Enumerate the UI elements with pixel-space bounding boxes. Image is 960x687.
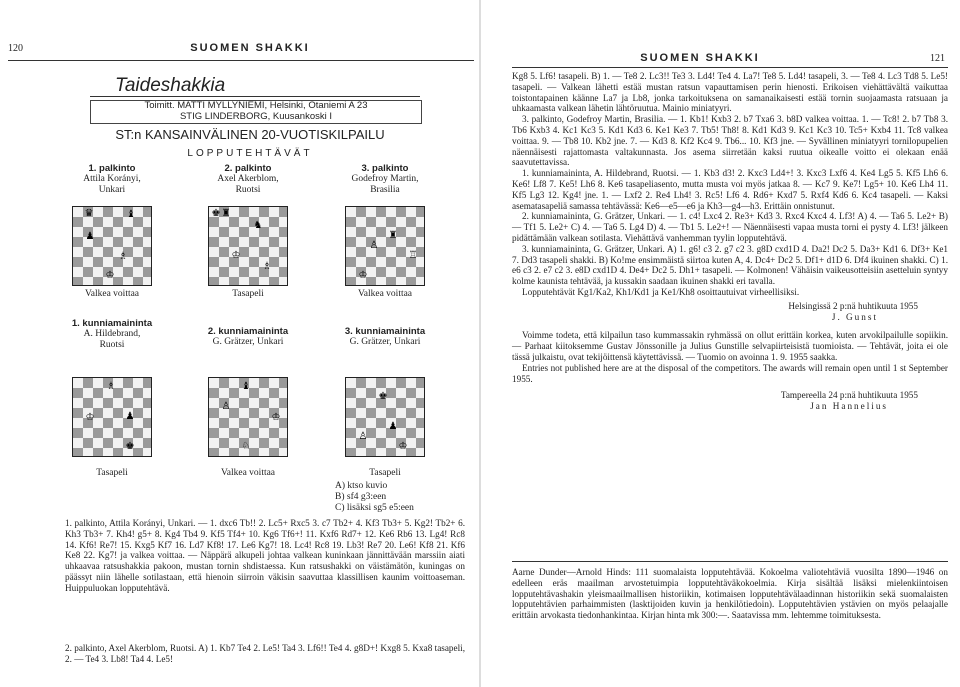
paragraph: 1. kunniamaininta, A. Hildebrand, Ruotsi. — 1. Kb3 d3! 2. Kxc3 Ld4+! 3. Kxc3 Lxf6 4. Ke4 Lg5 5. Kf5 Lh6 6. Ke6! Lf8 7. Ke5! Lh6 8. Ke6 tasapeliasento, mutta musta voi myös jatkaa 8. — Kc7 9. Ke7! Lg5+ 10. Ke6 Lh4 11. Kf5 Lg3 12. Kg4! jne. 1. — Lxf2 2. Re4 Lh4! 3. Rc5! Lf6 4. Rd6+ Kxd7 5. Rxf4 Kd6 6. Kc4 tasapeli. — Kaksi asematasapeliä samassa tehtävässä: Ke6—e5—e6 ja Kh3—g4—h3. Erittäin onnistunut. [512, 168, 948, 211]
black-bishop-icon: ♝ [241, 381, 251, 392]
solution-caption: Tasapeli [96, 468, 128, 478]
prize-heading-1 [52, 163, 172, 196]
chess-diagram [208, 206, 288, 286]
white-king-icon: ♔ [85, 412, 95, 423]
right-column-text [512, 71, 948, 412]
signature-name: Jan Hannelius [810, 401, 888, 412]
white-king-icon: ♔ [398, 441, 408, 452]
prize-heading-3 [325, 163, 445, 196]
white-rook-icon: ♖ [408, 250, 418, 261]
solution-caption: Tasapeli [369, 468, 401, 478]
black-queen-icon: ♛ [84, 208, 94, 219]
chess-diagram [72, 377, 152, 457]
page-gutter [479, 0, 481, 687]
solution-text-1: 1. palkinto, Attila Korányi, Unkari. — 1. dxc6 Tb!! 2. Lc5+ Rxc5 3. c7 Tb2+ 4. Kf3 Tb3+ 5. Kg2! Tb2+ 6. Kh3 Tb3+ 7. Kh4! g5+ 8. Kg4 Tb4 9. Kf5 Tf4+ 10. Kg6 Tf6+! 11. Kxf6 Rd7+ 12. Ke6 Rb6 13. Lg4! Rc8 14. Kf6! Re7! 15. Kxg5 Kf7 16. Ld7 Kf8! 17. Le6 Kg7! 18. Lc4! Rc8 19. Lb3! Re7 20. Le6! Kf8 21. Kf6 Ke8 22. Kg7! ja valkea voittaa. — Näppärä alkupeli johtaa valkean kuninkaan jännittävään marssiin aiati uhkaavaa ratsushakkia pakoon, mustan tornin shdistaessa. Kun ratsushakki on väistämätön, kuningas on päässyt niin lähelle sotilastaan, että hienoin siirroin väkisin saavuttaa klassillisen kaunim voittoaseman. Huippuluokan lopputehtävä. [65, 518, 465, 593]
editors-line-1: Toimitt. MATTI MYLLYNIEMI, Helsinki, Otaniemi A 23 [144, 100, 368, 111]
solution-text-2: 2. palkinto, Axel Akerblom, Ruotsi. A) 1. Kb7 Te4 2. Le5! Ta4 3. Lf6!! Te4 4. g8D+! Kxg8 5. Kxa8 tasapeli, 2. — Te4 3. Lb8! Ta4 4. Le5! [65, 643, 465, 664]
prize-label: 3. kunniamaininta [344, 326, 426, 337]
black-pawn-icon: ♟ [85, 231, 95, 242]
prize-label: 1. kunniamaininta [71, 318, 153, 329]
solution-caption: Valkea voittaa [357, 289, 413, 299]
white-bishop-icon: ♗ [118, 251, 128, 262]
prize-label: 2. kunniamaininta [207, 326, 289, 337]
editors-box [90, 100, 422, 124]
black-knight-icon: ♞ [253, 220, 263, 231]
black-pawn-icon: ♟ [388, 421, 398, 432]
white-king-icon: ♔ [105, 270, 115, 281]
prize-heading-4 [52, 318, 172, 351]
author: Attila Korányi, [83, 174, 141, 184]
chess-diagram [208, 377, 288, 457]
section-rule [512, 561, 948, 562]
prize-heading-5 [188, 326, 308, 348]
prize-label: 3. palkinto [361, 163, 409, 174]
country: Ruotsi [235, 185, 261, 195]
black-rook-icon: ♜ [221, 208, 231, 219]
paragraph: Voimme todeta, että kilpailun taso kummassakin ryhmässä on ollut erittäin korkea, kuten arvokilpailulle sopiikin. — Parhaat kiitoksemme Gustav Jönssonille ja Julius Gunstille selvapiirteisistä tuomioista. — Tehtävät, joita ei ole tässä julkaistu, ovat tekijöittensä käytettävissä. — Tuomio on avoinna 1. 9. 1955 saakka. [512, 330, 948, 362]
solution-caption: Valkea voittaa [220, 468, 276, 478]
paragraph: 3. palkinto, Godefroy Martin, Brasilia. — 1. Kb1! Kxb3 2. b7 Txa6 3. b8D valkea voittaa. 1. — Tc8! 2. b7 Tb8 3. Tb6 Kxb3 4. Kc1 Kc3 5. Kd1 Kd3 6. Ke1 Ke3 7. Tb5! Th8! 8. Kd1 Kd3 9. Kc1 Kc3 10. Tc5+ Kxb4 11. Tc8 valkea voittaa. 9. — Tb8 10. Kb2 jne. 7. — Kd3 8. Kf2 Kc4 9. Tb6... 10. Kf3 jne. — Syvällinen miniatyyri tornilopupelien näennäisesti rajattomasta valtakunnasta. Jos asema siirretään kaksi ruutua oikealle voitto ei olekaan enää saavutettavissa. [512, 114, 948, 168]
head-rule-right [512, 67, 948, 68]
prize-label: 2. palkinto [224, 163, 272, 174]
prize-heading-6 [325, 326, 445, 348]
variant-notes [335, 481, 475, 514]
signature-name: J. Gunst [831, 311, 878, 322]
white-pawn-icon: ♙ [221, 401, 231, 412]
author: G. Grätzer, Unkari [212, 337, 284, 347]
black-rook-icon: ♜ [388, 230, 398, 241]
country: Brasilia [370, 185, 400, 195]
contest-title: ST:n KANSAINVÄLINEN 20-VUOTISKILPAILU [115, 127, 385, 142]
white-pawn-icon: ♙ [358, 431, 368, 442]
country: Unkari [98, 185, 126, 195]
country: Ruotsi [99, 340, 125, 350]
chess-diagram [345, 206, 425, 286]
running-head-left: SUOMEN SHAKKI [190, 42, 310, 54]
running-head-right: SUOMEN SHAKKI [640, 52, 760, 64]
book-notice: Aarne Dunder—Arnold Hinds: 111 suomalaista lopputehtävää. Kokoelma valiotehtäviä vuosilta 1890—1946 on edelleen eräs maailman arvostetuimpia lopputehtäväkokoelmia. Kirja sisältää lisäksi mielenkiintoisen lopputehtävashakin yleismaailmallisen historiikin, kotimaisen lopputehtävälaadinnan historiikin sekä suomalaisten lopputehtävien parhaimmisten (lasktijoiden kuvin ja henkilötiedoin). Lopputehtävien ystävien on myös pelaajalle erittäin arvokasta tiedonhankintaa. Kirjan hinta mk 300:—. Saatavissa mm. lehtemme toimituksesta. [512, 567, 948, 621]
paragraph: 3. kunniamaininta, G. Grätzer, Unkari. A) 1. g6! c3 2. g7 c2 3. g8D cxd1D 4. Da2! Dc2 5. Da3+ Kd1 6. Df3+ Ke1 7. Dd3 tasapeli shakki. B) Ko!me ensimmäistä siirtoa kuten A, 4. Dc4+ Dc2 5. Df1+ d1D 6. Df4 ikuinen shakki. C) 1. e6 c3 2. e7 c2 3. e8D cxd1D 4. De4+ Dc2 5. Dh1+ tasapeli. — Kolmonen! Vähäisin vaikeusotteisiin asetteluin syntyy kolme kaunista tehtävää, ja kussakin saadaan ikuinen shakki eri tavalla. [512, 243, 948, 287]
signature-date: Tampereella 24 p:nä huhtikuuta 1955 [780, 390, 918, 401]
solution-caption: Valkea voittaa [84, 289, 140, 299]
black-king-icon: ♚ [125, 441, 135, 452]
note-a: A) ktso kuvio [335, 481, 388, 491]
white-pawn-icon: ♙ [369, 240, 379, 251]
white-king-icon: ♔ [358, 270, 368, 281]
chess-diagram [72, 206, 152, 286]
black-king-icon: ♚ [378, 391, 388, 402]
author: Axel Akerblom, [217, 174, 279, 184]
contest-subtitle: LOPPUTEHTÄVÄT [187, 148, 313, 159]
prize-heading-2 [188, 163, 308, 196]
page-number-left: 120 [8, 43, 23, 54]
signature-date: Helsingissä 2 p:nä huhtikuuta 1955 [788, 300, 918, 311]
paragraph: Entries not published here are at the disposal of the competitors. The awards will remain open until 1 st September 1955. [512, 362, 948, 384]
paragraph: 2. kunniamaininta, G. Grätzer, Unkari. — 1. c4! Lxc4 2. Re3+ Kd3 3. Rxc4 Kxc4 4. Lf3! A) 4. — Ta6 5. Le2+ B) — Tf1 5. Le2+ C) 4. — Ta6 5. Lg4 D) 4. — Tb1 5. Le2+! — Näennäisesti vapaa musta torni ei pysty 4. Lf3! jälkeen pidättämään valkean sotilasta. Viehättävä vanhemman tyylin lopputehtävä. [512, 211, 948, 243]
white-king-icon: ♔ [271, 412, 281, 423]
black-bishop-icon: ♝ [126, 209, 136, 220]
author: Godefroy Martin, [351, 174, 419, 184]
chess-diagram [345, 377, 425, 457]
section-title: Taideshakkia [115, 75, 226, 96]
white-knight-icon: ♘ [241, 441, 251, 452]
black-pawn-icon: ♟ [125, 411, 135, 422]
editors-line-2: STIG LINDERBORG, Kuusankoski I [179, 110, 333, 122]
title-rule [90, 96, 420, 97]
paragraph: Lopputehtävät Kg1/Ka2, Kh1/Kd1 ja Ke1/Kh8 osoittautuivat virheellisiksi. [522, 286, 800, 297]
note-c: C) lisäksi sg5 e5:een [335, 503, 414, 513]
author: G. Grätzer, Unkari [349, 337, 421, 347]
solution-caption: Tasapeli [232, 289, 264, 299]
page-number-right: 121 [930, 53, 945, 64]
head-rule [8, 60, 474, 61]
prize-label: 1. palkinto [88, 163, 136, 174]
author: A. Hildebrand, [83, 329, 141, 339]
white-bishop-icon: ♗ [262, 261, 272, 272]
white-bishop-icon: ♗ [106, 381, 116, 392]
paragraph: Kg8 5. Lf6! tasapeli. B) 1. — Te8 2. Lc3!! Te3 3. Ld4! Te4 4. La7! Te8 5. Ld4! tasapeli, 3. — Te8 4. Lc3 Td8 5. Le5! tasapeli. — Valkean lähetti estää mustan ratsun vapauttamisen perin hienosti. Erikoisen viehättävältä vaikuttaa toistontapainen käänne La7 ja Lb8, jonka tarkoituksena on samanaikaisesti estää tornin suojaamasta ratsuaan ja uhkaamasta valkean lähetin lähtöruutua. Mainio miniatyyri. [512, 71, 948, 114]
white-king-icon: ♔ [231, 250, 241, 261]
black-king-icon: ♚ [211, 208, 221, 219]
note-b: B) sf4 g3:een [335, 492, 387, 502]
